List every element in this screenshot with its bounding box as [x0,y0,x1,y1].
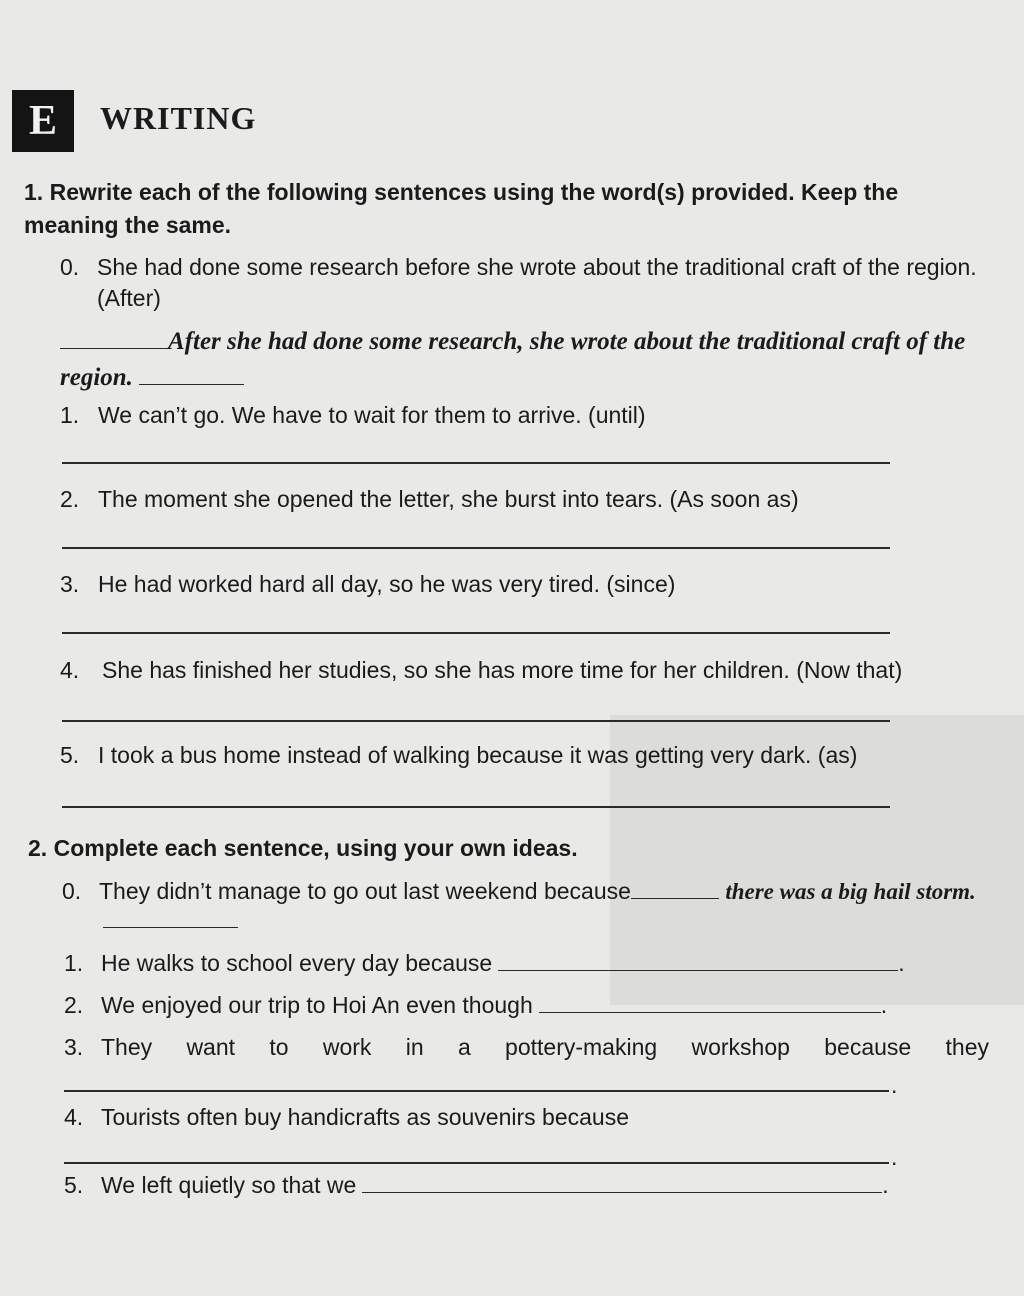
answer-line[interactable] [62,720,890,722]
end-mark: . [880,992,888,1018]
item-number: 4. [64,1104,84,1130]
item-number: 1. [60,402,80,428]
end-mark: . [891,1072,898,1098]
answer-blank [103,907,238,928]
item-text: He walks to school every day because [101,950,493,976]
task2-item [64,990,964,1021]
answer-line[interactable] [62,632,890,634]
task1-example-prompt [60,252,1000,314]
item-number: 1. [64,950,84,976]
task1-example-answer-text: After she had done some research, she wrote about the traditional craft of the region. [60,328,966,391]
item-text: He had worked hard all day, so he was very tired. (since) [98,571,676,597]
task1-item [60,484,1000,515]
answer-line[interactable] [62,547,890,549]
item-text: We can’t go. We have to wait for them to arrive. (until) [98,402,646,428]
end-mark: . [882,1172,889,1198]
task2-item [64,1170,964,1201]
answer-line[interactable] [64,1162,889,1164]
answer-blank[interactable] [362,1172,882,1193]
end-mark: . [891,1144,898,1170]
item-number: 5. [60,742,80,768]
answer-line[interactable] [62,806,890,808]
task2-text: Complete each sentence, using your own ideas. [53,835,578,861]
item-text: I took a bus home instead of walking because it was getting very dark. (as) [98,742,858,768]
task1-item [60,400,1000,431]
answer-blank[interactable] [539,992,881,1013]
task2-item [64,948,964,979]
answer-line[interactable] [64,1090,889,1092]
task1-item [60,569,1000,600]
task1-example-number: 0. [60,254,80,280]
task1-number: 1. [24,179,44,205]
item-text: They want to work in a pottery-making workshop because they [101,1034,989,1060]
answer-blank [139,364,244,385]
task1-item [60,655,1020,686]
task2-example [62,877,997,935]
item-text: We left quietly so that we [101,1172,357,1198]
item-text: We enjoyed our trip to Hoi An even though [101,992,533,1018]
task2-instruction [28,832,988,865]
task2-number: 2. [28,835,48,861]
item-text: Tourists often buy handicrafts as souvenirs because [101,1104,630,1130]
item-number: 4. [60,657,80,683]
task2-example-number: 0. [62,878,82,904]
task2-example-answer: there was a big hail storm. [725,879,976,904]
answer-blank [60,328,168,349]
task2-example-prompt: They didn’t manage to go out last weekend because [99,878,631,904]
task1-text: Rewrite each of the following sentences using the word(s) provided. Keep the meaning the same. [24,179,899,238]
section-badge: E [12,90,74,152]
answer-blank[interactable] [498,950,898,971]
item-text: She has finished her studies, so she has more time for her children. (Now that) [102,657,903,683]
item-number: 3. [60,571,80,597]
task2-item [64,1032,989,1063]
task1-example-text: She had done some research before she wrote about the traditional craft of the region. (After) [97,254,977,311]
end-mark: . [898,950,905,976]
section-title: WRITING [100,100,257,136]
item-number: 3. [64,1034,84,1060]
item-number: 2. [64,992,84,1018]
task1-item [60,740,1020,771]
task2-item [64,1102,964,1133]
answer-blank [631,878,719,899]
item-number: 5. [64,1172,84,1198]
item-text: The moment she opened the letter, she burst into tears. (As soon as) [98,486,799,512]
answer-line[interactable] [62,462,890,464]
item-number: 2. [60,486,80,512]
task1-instruction [24,176,999,242]
task1-example-answer [60,325,1000,397]
